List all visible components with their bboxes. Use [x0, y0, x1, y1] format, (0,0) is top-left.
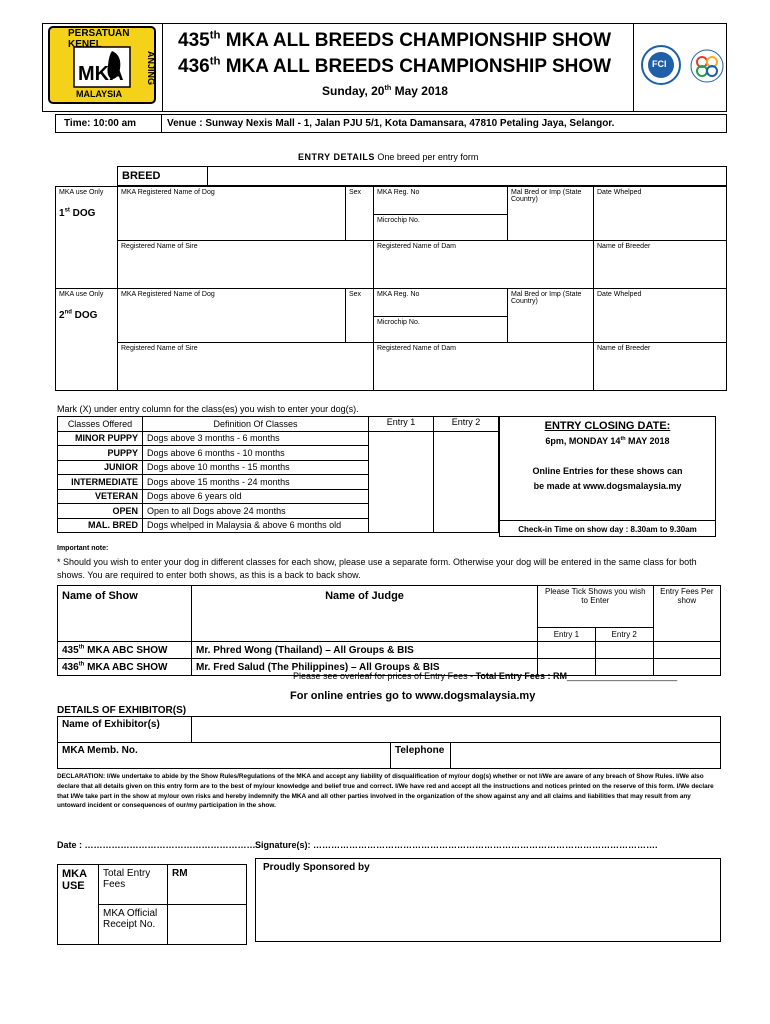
fci-text: FCI [652, 59, 667, 69]
rm-field[interactable]: RM [168, 865, 247, 905]
closing-date-box [499, 416, 716, 537]
show-tick-entry-1-cell[interactable] [538, 642, 596, 659]
breed-input[interactable] [207, 166, 727, 186]
dog-2-reg-no-field[interactable]: MKA Reg. No [374, 289, 508, 317]
dog-1-dam-field[interactable]: Registered Name of Dam [374, 241, 594, 289]
dog-1-microchip-field[interactable]: Microchip No. [374, 215, 508, 241]
telephone-label: Telephone [391, 743, 451, 769]
mka-logo [46, 25, 158, 105]
class-definition: Open to all Dogs above 24 months [143, 504, 369, 519]
class-definition: Dogs whelped in Malaysia & above 6 months old [143, 518, 369, 533]
show-name: 436th MKA ABC SHOW [58, 659, 192, 676]
dog-2-mal-bred-field[interactable]: Mal Bred or Imp (State Country) [508, 289, 594, 343]
judge-name: Mr. Phred Wong (Thailand) – All Groups & BIS [192, 642, 538, 659]
classes-instruction: Mark (X) under entry column for the class(es) you wish to enter your dog(s). [57, 404, 359, 414]
class-definition: Dogs above 10 months - 15 months [143, 460, 369, 475]
class-name: PUPPY [58, 446, 143, 461]
class-definition: Dogs above 3 months - 6 months [143, 431, 369, 446]
sponsor-label: Proudly Sponsored by [263, 862, 370, 873]
dog-1-breeder-field[interactable]: Name of Breeder [594, 241, 727, 289]
signature-line[interactable]: Signature(s): ……………………………………………………………………………………………………. [255, 840, 658, 850]
asian-kennel-logo [690, 47, 724, 85]
class-name: OPEN [58, 504, 143, 519]
closing-date: 6pm, MONDAY 14th MAY 2018 [545, 436, 670, 446]
show-tick-entry-2-cell[interactable] [595, 642, 653, 659]
dog-1-label: 1st DOG [59, 207, 96, 219]
show-venue: Venue : Sunway Nexis Mall - 1, Jalan PJU 5/1, Kota Damansara, 47810 Petaling Jaya, Selangor. [167, 118, 615, 129]
dog-2-sire-field[interactable]: Registered Name of Sire [118, 343, 374, 391]
class-name: JUNIOR [58, 460, 143, 475]
dog-2-registered-name-field[interactable]: MKA Registered Name of Dog [118, 289, 346, 343]
class-name: MINOR PUPPY [58, 431, 143, 446]
shows-table [57, 585, 721, 676]
dog-2-form [55, 288, 727, 391]
mka-memb-label: MKA Memb. No. [58, 743, 391, 769]
closing-divider [499, 520, 716, 521]
class-entry-2-column[interactable] [434, 431, 499, 533]
telephone-input[interactable] [451, 743, 721, 769]
header-shows-entry-1: Entry 1 [538, 628, 596, 642]
header-definition: Definition Of Classes [143, 417, 369, 432]
dog-1-mal-bred-field[interactable]: Mal Bred or Imp (State Country) [508, 187, 594, 241]
header-shows-entry-2: Entry 2 [595, 628, 653, 642]
dog-1-mka-use: MKA use Only 1st DOG [56, 187, 118, 289]
logo-center-text: MKA [78, 63, 124, 85]
show-entry-fee-cell[interactable] [653, 642, 720, 659]
dog-1-date-whelped-field[interactable]: Date Whelped [594, 187, 727, 241]
class-definition: Dogs above 6 months - 10 months [143, 446, 369, 461]
classes-table [57, 416, 499, 533]
logo-side-text: ANJING [146, 50, 157, 86]
dog-1-reg-no-field[interactable]: MKA Reg. No [374, 187, 508, 215]
mka-use-table [57, 864, 247, 945]
logo-divider [162, 23, 163, 112]
dog-2-dam-field[interactable]: Registered Name of Dam [374, 343, 594, 391]
mka-use-label: MKA USE [58, 865, 99, 945]
judge-name: Mr. Fred Salud (The Philippines) – All Groups & BIS [192, 659, 538, 676]
header-tick-shows: Please Tick Shows you wish to Enter [538, 586, 654, 628]
closing-online-2: be made at www.dogsmalaysia.my [533, 481, 682, 491]
dog-2-sex-field[interactable]: Sex [346, 289, 374, 343]
show-date: Sunday, 20th May 2018 [322, 83, 448, 98]
note-text: * Should you wish to enter your dog in different classes for each show, please use a separate form. Otherwise your dog will be entered in the same class for both shows. You are required to enter both shows, as this is a back to back show. [57, 557, 697, 580]
class-name: MAL. BRED [58, 518, 143, 533]
closing-title: ENTRY CLOSING DATE: [544, 420, 671, 432]
exhibitor-title: DETAILS OF EXHIBITOR(S) [57, 705, 187, 716]
class-row [58, 431, 499, 446]
class-name: VETERAN [58, 489, 143, 504]
header-entry-1: Entry 1 [369, 417, 434, 432]
class-entry-1-column[interactable] [369, 431, 434, 533]
declaration-text: DECLARATION: I/We undertake to abide by the Show Rules/Regulations of the MKA and accept any liability of disqualification of my/our dog(s) whether or not I/We are aware of any breach of Show Rules. I/We also declare that all details given on this entry form are to the best of my/our knowledge and belief true and correct. I/We have red and accept all the instructions and notices printed on the reserve of this form. I/We declare that I/We take part in the show at my/our own risks and hereby indemnify the MKA and all other parties involved in the organization of the show against any and all claims and liabilities that may result from any untoward incident or consequences of our/my participation in the show. [57, 773, 714, 810]
dog-2-label: 2nd DOG [59, 309, 98, 321]
note-title: Important note: [57, 545, 109, 552]
fees-line: Please see overleaf for prices of Entry Fees - Total Entry Fees : RM______________________ [293, 671, 678, 681]
dog-1-sex-field[interactable]: Sex [346, 187, 374, 241]
entry-details-heading: ENTRY DETAILS One breed per entry form [298, 152, 479, 162]
dog-1-sire-field[interactable]: Registered Name of Sire [118, 241, 374, 289]
dog-2-date-whelped-field[interactable]: Date Whelped [594, 289, 727, 343]
header-name-of-show: Name of Show [58, 586, 192, 642]
exhibitor-name-input[interactable] [192, 717, 721, 743]
fci-logo [640, 44, 682, 86]
receipt-field[interactable] [168, 905, 247, 945]
checkin-time: Check-in Time on show day : 8.30am to 9.30am [518, 525, 697, 534]
class-name: INTERMEDIATE [58, 475, 143, 490]
title-line-1: 435th MKA ALL BREEDS CHAMPIONSHIP SHOW [178, 29, 612, 51]
closing-online-1: Online Entries for these shows can [532, 466, 683, 476]
class-definition: Dogs above 15 months - 24 months [143, 475, 369, 490]
show-time: Time: 10:00 am [64, 118, 137, 129]
header-entry-fees: Entry Fees Per show [653, 586, 720, 642]
header-entry-2: Entry 2 [434, 417, 499, 432]
dog-1-form [55, 186, 727, 289]
dog-1-registered-name-field[interactable]: MKA Registered Name of Dog [118, 187, 346, 241]
title-line-2: 436th MKA ALL BREEDS CHAMPIONSHIP SHOW [178, 55, 612, 77]
online-entries-line: For online entries go to www.dogsmalaysia.my [290, 690, 536, 702]
logo-divider-right [633, 23, 634, 112]
breed-label: BREED [122, 170, 161, 182]
logo-bottom-text: MALAYSIA [76, 89, 123, 99]
logo-top-text: PERSATUAN KENEL [68, 28, 130, 50]
header-classes-offered: Classes Offered [58, 417, 143, 432]
date-line[interactable]: Date : ………………………………………………… [57, 840, 256, 850]
show-name: 435th MKA ABC SHOW [58, 642, 192, 659]
dog-2-mka-use: MKA use Only 2nd DOG [56, 289, 118, 391]
exhibitor-table [57, 716, 721, 769]
class-definition: Dogs above 6 years old [143, 489, 369, 504]
dog-2-breeder-field[interactable]: Name of Breeder [594, 343, 727, 391]
receipt-label: MKA Official Receipt No. [99, 905, 168, 945]
dog-2-microchip-field[interactable]: Microchip No. [374, 317, 508, 343]
venue-divider [161, 114, 162, 133]
header-name-of-judge: Name of Judge [192, 586, 538, 642]
total-entry-fees-label: Total Entry Fees [99, 865, 168, 905]
exhibitor-name-label: Name of Exhibitor(s) [58, 717, 192, 743]
show-row [58, 642, 721, 659]
